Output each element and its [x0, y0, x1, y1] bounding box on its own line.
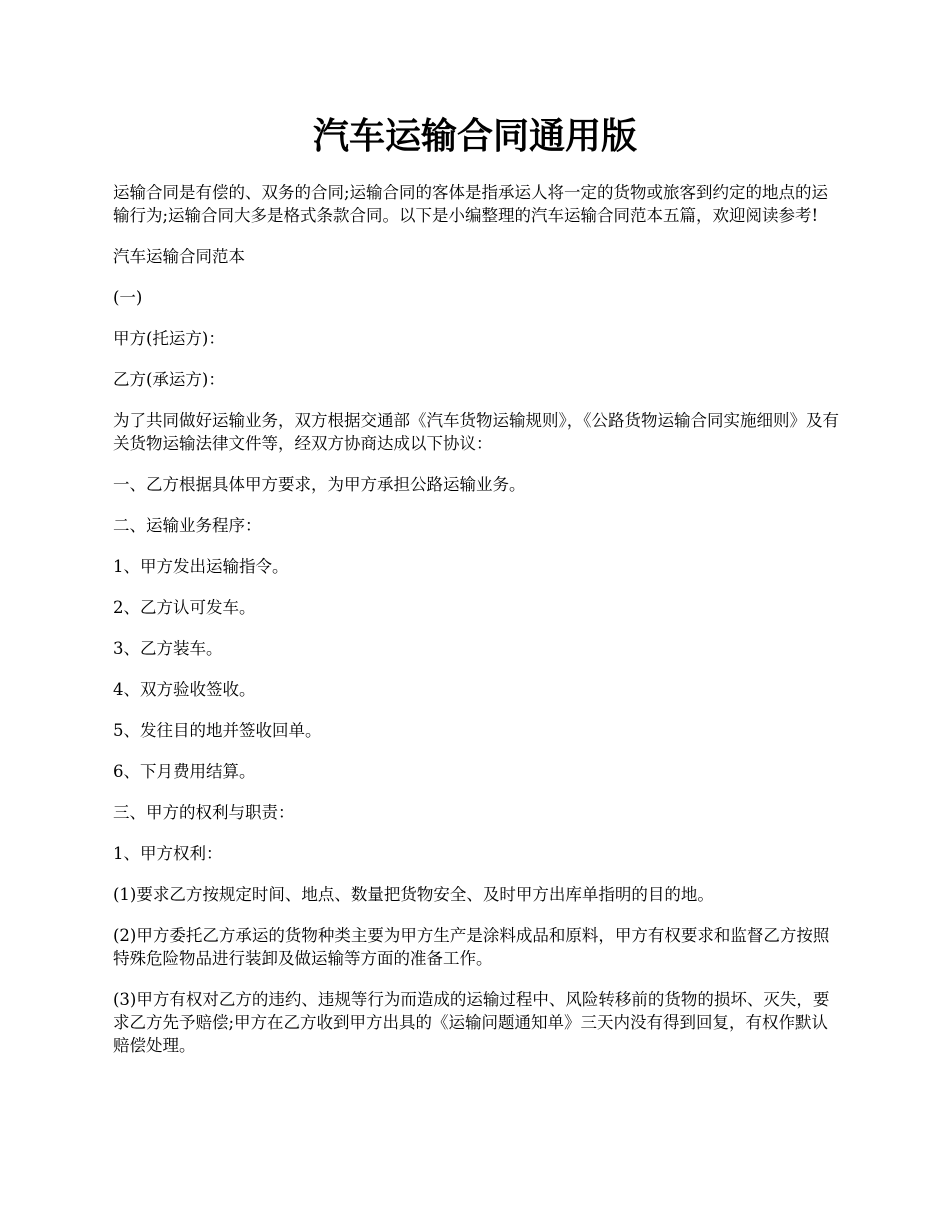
intro-paragraph: 运输合同是有偿的、双务的合同;运输合同的客体是指承运人将一定的货物或旅客到约定的地点的运输行为;运输合同大多是格式条款合同。以下是小编整理的汽车运输合同范本五篇，欢迎阅读参考! — [113, 183, 829, 225]
clause-1: 一、乙方根据具体甲方要求，为甲方承担公路运输业务。 — [113, 475, 526, 494]
right-item-1: (1)要求乙方按规定时间、地点、数量把货物安全、及时甲方出库单指明的目的地。 — [113, 885, 714, 904]
document-title: 汽车运输合同通用版 — [312, 115, 637, 157]
party-b-line: 乙方(承运方)： — [113, 370, 225, 389]
procedure-step-4: 4、双方验收签收。 — [113, 680, 256, 699]
clause-2-heading: 二、运输业务程序： — [113, 516, 262, 535]
right-item-2: (2)甲方委托乙方承运的货物种类主要为甲方生产是涂料成品和原料，甲方有权要求和监督乙方按照特殊危险物品进行装卸及做运输等方面的准备工作。 — [113, 926, 830, 968]
procedure-step-5: 5、发往目的地并签收回单。 — [113, 721, 322, 740]
right-item-3: (3)甲方有权对乙方的违约、违规等行为而造成的运输过程中、风险转移前的货物的损坏、灭失，要求乙方先予赔偿;甲方在乙方收到甲方出具的《运输问题通知单》三天内没有得到回复，有权作默认赔偿处理。 — [113, 990, 830, 1055]
section-number: (一) — [113, 288, 143, 307]
clause-3-heading: 三、甲方的权利与职责： — [113, 803, 295, 822]
procedure-step-2: 2、乙方认可发车。 — [113, 598, 256, 617]
procedure-step-6: 6、下月费用结算。 — [113, 762, 256, 781]
preamble-paragraph: 为了共同做好运输业务，双方根据交通部《汽车货物运输规则》，《公路货物运输合同实施细则》及有关货物运输法律文件等，经双方协商达成以下协议： — [113, 411, 839, 453]
section-heading: 汽车运输合同范本 — [113, 247, 245, 266]
procedure-step-1: 1、甲方发出运输指令。 — [113, 557, 289, 576]
procedure-step-3: 3、乙方装车。 — [113, 639, 223, 658]
party-a-line: 甲方(托运方)： — [113, 329, 225, 348]
party-a-rights-heading: 1、甲方权利： — [113, 844, 223, 863]
document-body — [113, 181, 839, 1075]
